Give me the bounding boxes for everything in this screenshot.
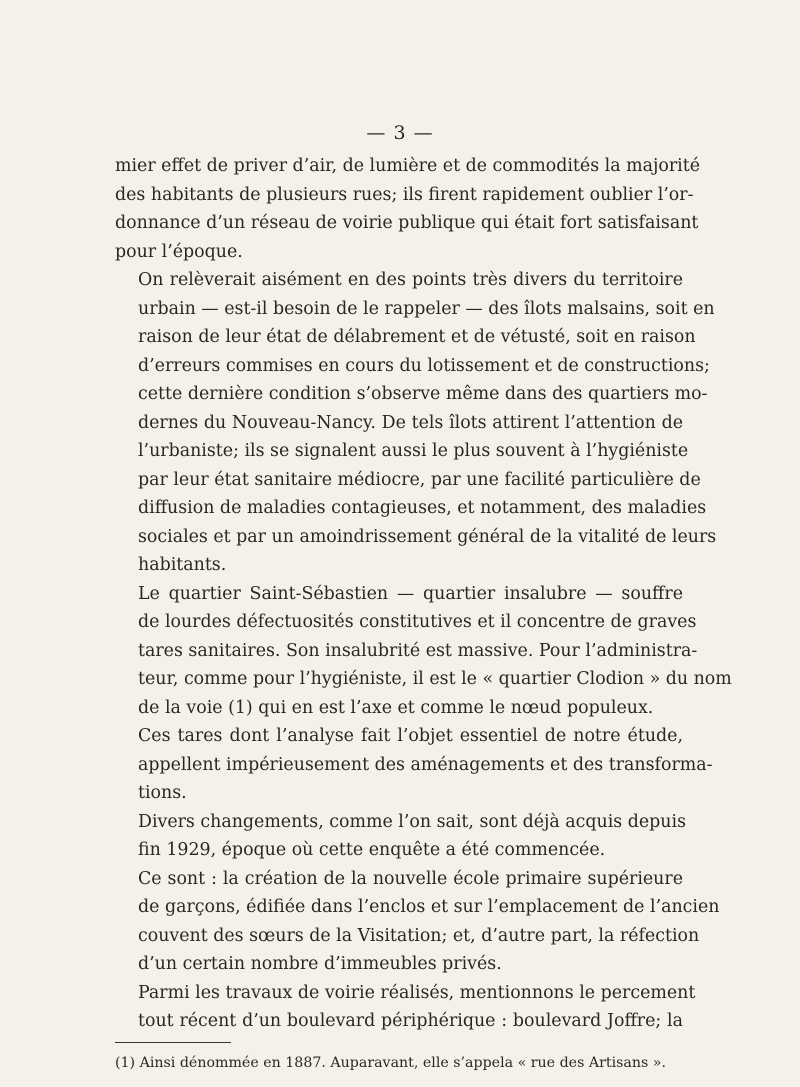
text-line: d’un certain nombre d’immeubles privés. [138,954,502,974]
text-line: par leur état sanitaire médiocre, par une facilité particulière de [138,469,701,490]
text-line: Ce sont : la création de la nouvelle école primaire supérieure [138,868,683,889]
text-line: couvent des sœurs de la Visitation; et, d’autre part, la réfection [138,925,700,946]
text-line: mier effet de priver d’air, de lumière et de commodités la majorité [115,156,700,176]
paragraph [115,580,732,723]
footnote: (1) Ainsi dénommée en 1887. Auparavant, elle s’appela « rue des Artisans ». [115,1055,666,1071]
text-line: On relèverait aisément en des points très divers du territoire [138,270,683,290]
text-line: tout récent d’un boulevard périphérique : boulevard Joffre; la [138,1011,683,1031]
text-line: cette dernière condition s’observe même dans des quartiers mo- [138,384,708,404]
page-number: — 3 — [366,122,434,144]
text-line: de lourdes défectuosités constitutives et il concentre de graves [138,612,697,632]
text-line: Le quartier Saint-Sébastien — quartier insalubre — souffre [138,583,683,604]
text-line: tions. [138,783,187,803]
text-line: l’urbaniste; ils se signalent aussi le plus souvent à l’hygiéniste [138,441,689,461]
text-line: pour l’époque. [115,241,243,262]
text-line: teur, comme pour l’hygiéniste, il est le « quartier Clodion » du nom [138,669,732,689]
text-line: diffusion de maladies contagieuses, et notamment, des maladies [138,498,707,518]
paragraph [115,865,720,979]
text-line: tares sanitaires. Son insalubrité est massive. Pour l’administra- [138,640,698,661]
paragraph [115,722,713,808]
text-line: Ces tares dont l’analyse fait l’objet essentiel de notre étude, [138,726,683,746]
text-line: de garçons, édifiée dans l’enclos et sur l’emplacement de l’ancien [138,897,720,917]
text-line: habitants. [138,555,227,575]
footnote-divider [115,1042,231,1043]
body-text [115,152,732,1036]
text-line: urbain — est-il besoin de le rappeler — des îlots malsains, soit en [138,298,715,319]
text-line: donnance d’un réseau de voirie publique qui était fort satisfaisant [115,213,699,233]
text-line: appellent impérieusement des aménagements et des transforma- [138,754,713,775]
text-line: Parmi les travaux de voirie réalisés, mentionnons le percement [138,982,696,1003]
text-line: raison de leur état de délabrement et de vétusté, soit en raison [138,327,696,347]
text-line: de la voie (1) qui en est l’axe et comme le nœud populeux. [138,697,654,718]
paragraph [115,979,696,1036]
text-line: sociales et par un amoindrissement général de la vitalité de leurs [138,526,717,547]
text-line: fin 1929, époque où cette enquête a été commencée. [138,840,606,860]
paragraph [115,152,700,266]
text-line: dernes du Nouveau-Nancy. De tels îlots attirent l’attention de [138,412,683,433]
paragraph [115,808,686,865]
text-line: d’erreurs commises en cours du lotissement et de constructions; [138,355,710,376]
paragraph [115,266,717,580]
text-line: Divers changements, comme l’on sait, sont déjà acquis depuis [138,811,686,832]
text-line: des habitants de plusieurs rues; ils firent rapidement oublier l’or- [115,184,694,205]
